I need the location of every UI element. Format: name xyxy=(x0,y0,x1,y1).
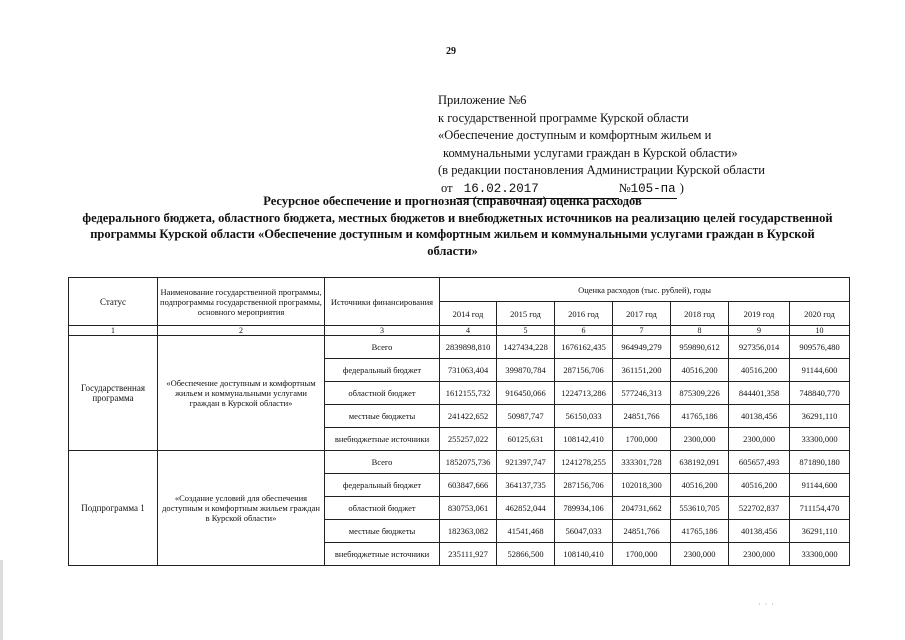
value-cell: 33300,000 xyxy=(790,543,850,566)
value-cell: 1700,000 xyxy=(613,428,671,451)
title-line-4: области» xyxy=(427,243,478,258)
value-cell: 2300,000 xyxy=(729,543,790,566)
header-year: 2019 год xyxy=(729,302,790,326)
value-cell: 789934,106 xyxy=(555,497,613,520)
value-cell: 52866,500 xyxy=(497,543,555,566)
value-cell: 2839898,810 xyxy=(440,336,497,359)
value-cell: 235111,927 xyxy=(440,543,497,566)
value-cell: 36291,110 xyxy=(790,520,850,543)
value-cell: 204731,662 xyxy=(613,497,671,520)
value-cell: 40138,456 xyxy=(729,405,790,428)
value-cell: 108142,410 xyxy=(555,428,613,451)
column-number: 5 xyxy=(497,326,555,336)
funding-source-cell: внебюджетные источники xyxy=(325,543,440,566)
value-cell: 1241278,255 xyxy=(555,451,613,474)
annex-line-3: «Обеспечение доступным и комфортным жильем и xyxy=(438,128,712,142)
value-cell: 605657,493 xyxy=(729,451,790,474)
table-row xyxy=(69,451,850,474)
header-year: 2014 год xyxy=(440,302,497,326)
funding-source-cell: федеральный бюджет xyxy=(325,359,440,382)
value-cell: 921397,747 xyxy=(497,451,555,474)
value-cell: 1612155,732 xyxy=(440,382,497,405)
funding-source-cell: Всего xyxy=(325,336,440,359)
value-cell: 731063,404 xyxy=(440,359,497,382)
column-number: 2 xyxy=(158,326,325,336)
value-cell: 40516,200 xyxy=(671,474,729,497)
header-year: 2018 год xyxy=(671,302,729,326)
program-name-cell: «Создание условий для обеспечения доступным и комфортным жильем граждан в Курской области» xyxy=(158,451,325,566)
value-cell: 2300,000 xyxy=(671,428,729,451)
date-prefix: от xyxy=(441,180,453,195)
value-cell: 553610,705 xyxy=(671,497,729,520)
annex-line-2: к государственной программе Курской области xyxy=(438,110,689,125)
document-date: 16.02.2017 xyxy=(456,181,619,200)
value-cell: 916450,066 xyxy=(497,382,555,405)
header-sources: Источники финансирования xyxy=(325,278,440,326)
expenditure-table xyxy=(68,277,850,566)
value-cell: 399870,784 xyxy=(497,359,555,382)
status-cell: Государственная программа xyxy=(69,336,158,451)
value-cell: 927356,014 xyxy=(729,336,790,359)
title-line-2: федерального бюджета, областного бюджета, местных бюджетов и внебюджетных источников на реализацию целей государственной xyxy=(82,210,833,225)
header-year: 2020 год xyxy=(790,302,850,326)
title-line-1: Ресурсное обеспечение и прогнозная (справочная) оценка расходов xyxy=(263,194,642,208)
value-cell: 522702,837 xyxy=(729,497,790,520)
funding-source-cell: федеральный бюджет xyxy=(325,474,440,497)
value-cell: 40516,200 xyxy=(671,359,729,382)
value-cell: 577246,313 xyxy=(613,382,671,405)
value-cell: 287156,706 xyxy=(555,359,613,382)
value-cell: 24851,766 xyxy=(613,520,671,543)
funding-source-cell: областной бюджет xyxy=(325,497,440,520)
table-row xyxy=(69,336,850,359)
scan-edge xyxy=(0,560,3,640)
column-number: 4 xyxy=(440,326,497,336)
column-number: 1 xyxy=(69,326,158,336)
column-number: 9 xyxy=(729,326,790,336)
value-cell: 1427434,228 xyxy=(497,336,555,359)
funding-source-cell: местные бюджеты xyxy=(325,520,440,543)
value-cell: 40516,200 xyxy=(729,359,790,382)
document-title xyxy=(0,193,905,259)
header-year: 2015 год xyxy=(497,302,555,326)
header-estimate: Оценка расходов (тыс. рублей), годы xyxy=(440,278,850,302)
value-cell: 638192,091 xyxy=(671,451,729,474)
value-cell: 333301,728 xyxy=(613,451,671,474)
value-cell: 182363,082 xyxy=(440,520,497,543)
funding-source-cell: областной бюджет xyxy=(325,382,440,405)
funding-source-cell: внебюджетные источники xyxy=(325,428,440,451)
value-cell: 33300,000 xyxy=(790,428,850,451)
column-number: 10 xyxy=(790,326,850,336)
value-cell: 830753,061 xyxy=(440,497,497,520)
value-cell: 40138,456 xyxy=(729,520,790,543)
value-cell: 56150,033 xyxy=(555,405,613,428)
column-number: 8 xyxy=(671,326,729,336)
value-cell: 603847,666 xyxy=(440,474,497,497)
value-cell: 56047,033 xyxy=(555,520,613,543)
value-cell: 287156,706 xyxy=(555,474,613,497)
value-cell: 1224713,286 xyxy=(555,382,613,405)
value-cell: 50987,747 xyxy=(497,405,555,428)
value-cell: 255257,022 xyxy=(440,428,497,451)
value-cell: 2300,000 xyxy=(671,543,729,566)
value-cell: 41765,186 xyxy=(671,405,729,428)
header-year: 2016 год xyxy=(555,302,613,326)
number-prefix: № xyxy=(618,180,631,195)
value-cell: 2300,000 xyxy=(729,428,790,451)
value-cell: 964949,279 xyxy=(613,336,671,359)
annex-line-1: Приложение №6 xyxy=(438,93,527,107)
value-cell: 871890,180 xyxy=(790,451,850,474)
header-year: 2017 год xyxy=(613,302,671,326)
value-cell: 364137,735 xyxy=(497,474,555,497)
value-cell: 909576,480 xyxy=(790,336,850,359)
value-cell: 102018,300 xyxy=(613,474,671,497)
value-cell: 1700,000 xyxy=(613,543,671,566)
value-cell: 60125,631 xyxy=(497,428,555,451)
title-line-3: программы Курской области «Обеспечение доступным и комфортным жильем и коммунальными услугами граждан в Курской xyxy=(90,227,815,241)
value-cell: 108140,410 xyxy=(555,543,613,566)
value-cell: 36291,110 xyxy=(790,405,850,428)
value-cell: 462852,044 xyxy=(497,497,555,520)
closing-paren: ) xyxy=(679,180,684,195)
value-cell: 24851,766 xyxy=(613,405,671,428)
value-cell: 241422,652 xyxy=(440,405,497,428)
header-name: Наименование государственной программы, подпрограммы государственной программы, основного мероприятия xyxy=(158,278,325,326)
header-status: Статус xyxy=(69,278,158,326)
value-cell: 711154,470 xyxy=(790,497,850,520)
funding-source-cell: Всего xyxy=(325,451,440,474)
status-cell: Подпрограмма 1 xyxy=(69,451,158,566)
annex-line-4: коммунальными услугами граждан в Курской области» xyxy=(443,145,738,160)
value-cell: 844401,358 xyxy=(729,382,790,405)
column-number: 6 xyxy=(555,326,613,336)
value-cell: 748840,770 xyxy=(790,382,850,405)
scan-artifact: · · · xyxy=(758,600,775,609)
annex-header xyxy=(438,92,765,199)
value-cell: 91144,600 xyxy=(790,359,850,382)
program-name-cell: «Обеспечение доступным и комфортным жильем и коммунальными услугами граждан в Курской области» xyxy=(158,336,325,451)
document-number: 105-па xyxy=(631,181,677,200)
value-cell: 40516,200 xyxy=(729,474,790,497)
annex-line-5: (в редакции постановления Администрации Курской области xyxy=(438,163,765,177)
value-cell: 41541,468 xyxy=(497,520,555,543)
value-cell: 1676162,435 xyxy=(555,336,613,359)
value-cell: 959890,612 xyxy=(671,336,729,359)
column-number: 7 xyxy=(613,326,671,336)
value-cell: 361151,200 xyxy=(613,359,671,382)
value-cell: 875309,226 xyxy=(671,382,729,405)
column-number: 3 xyxy=(325,326,440,336)
value-cell: 41765,186 xyxy=(671,520,729,543)
value-cell: 91144,600 xyxy=(790,474,850,497)
page-number: 29 xyxy=(446,46,456,57)
funding-source-cell: местные бюджеты xyxy=(325,405,440,428)
value-cell: 1852075,736 xyxy=(440,451,497,474)
